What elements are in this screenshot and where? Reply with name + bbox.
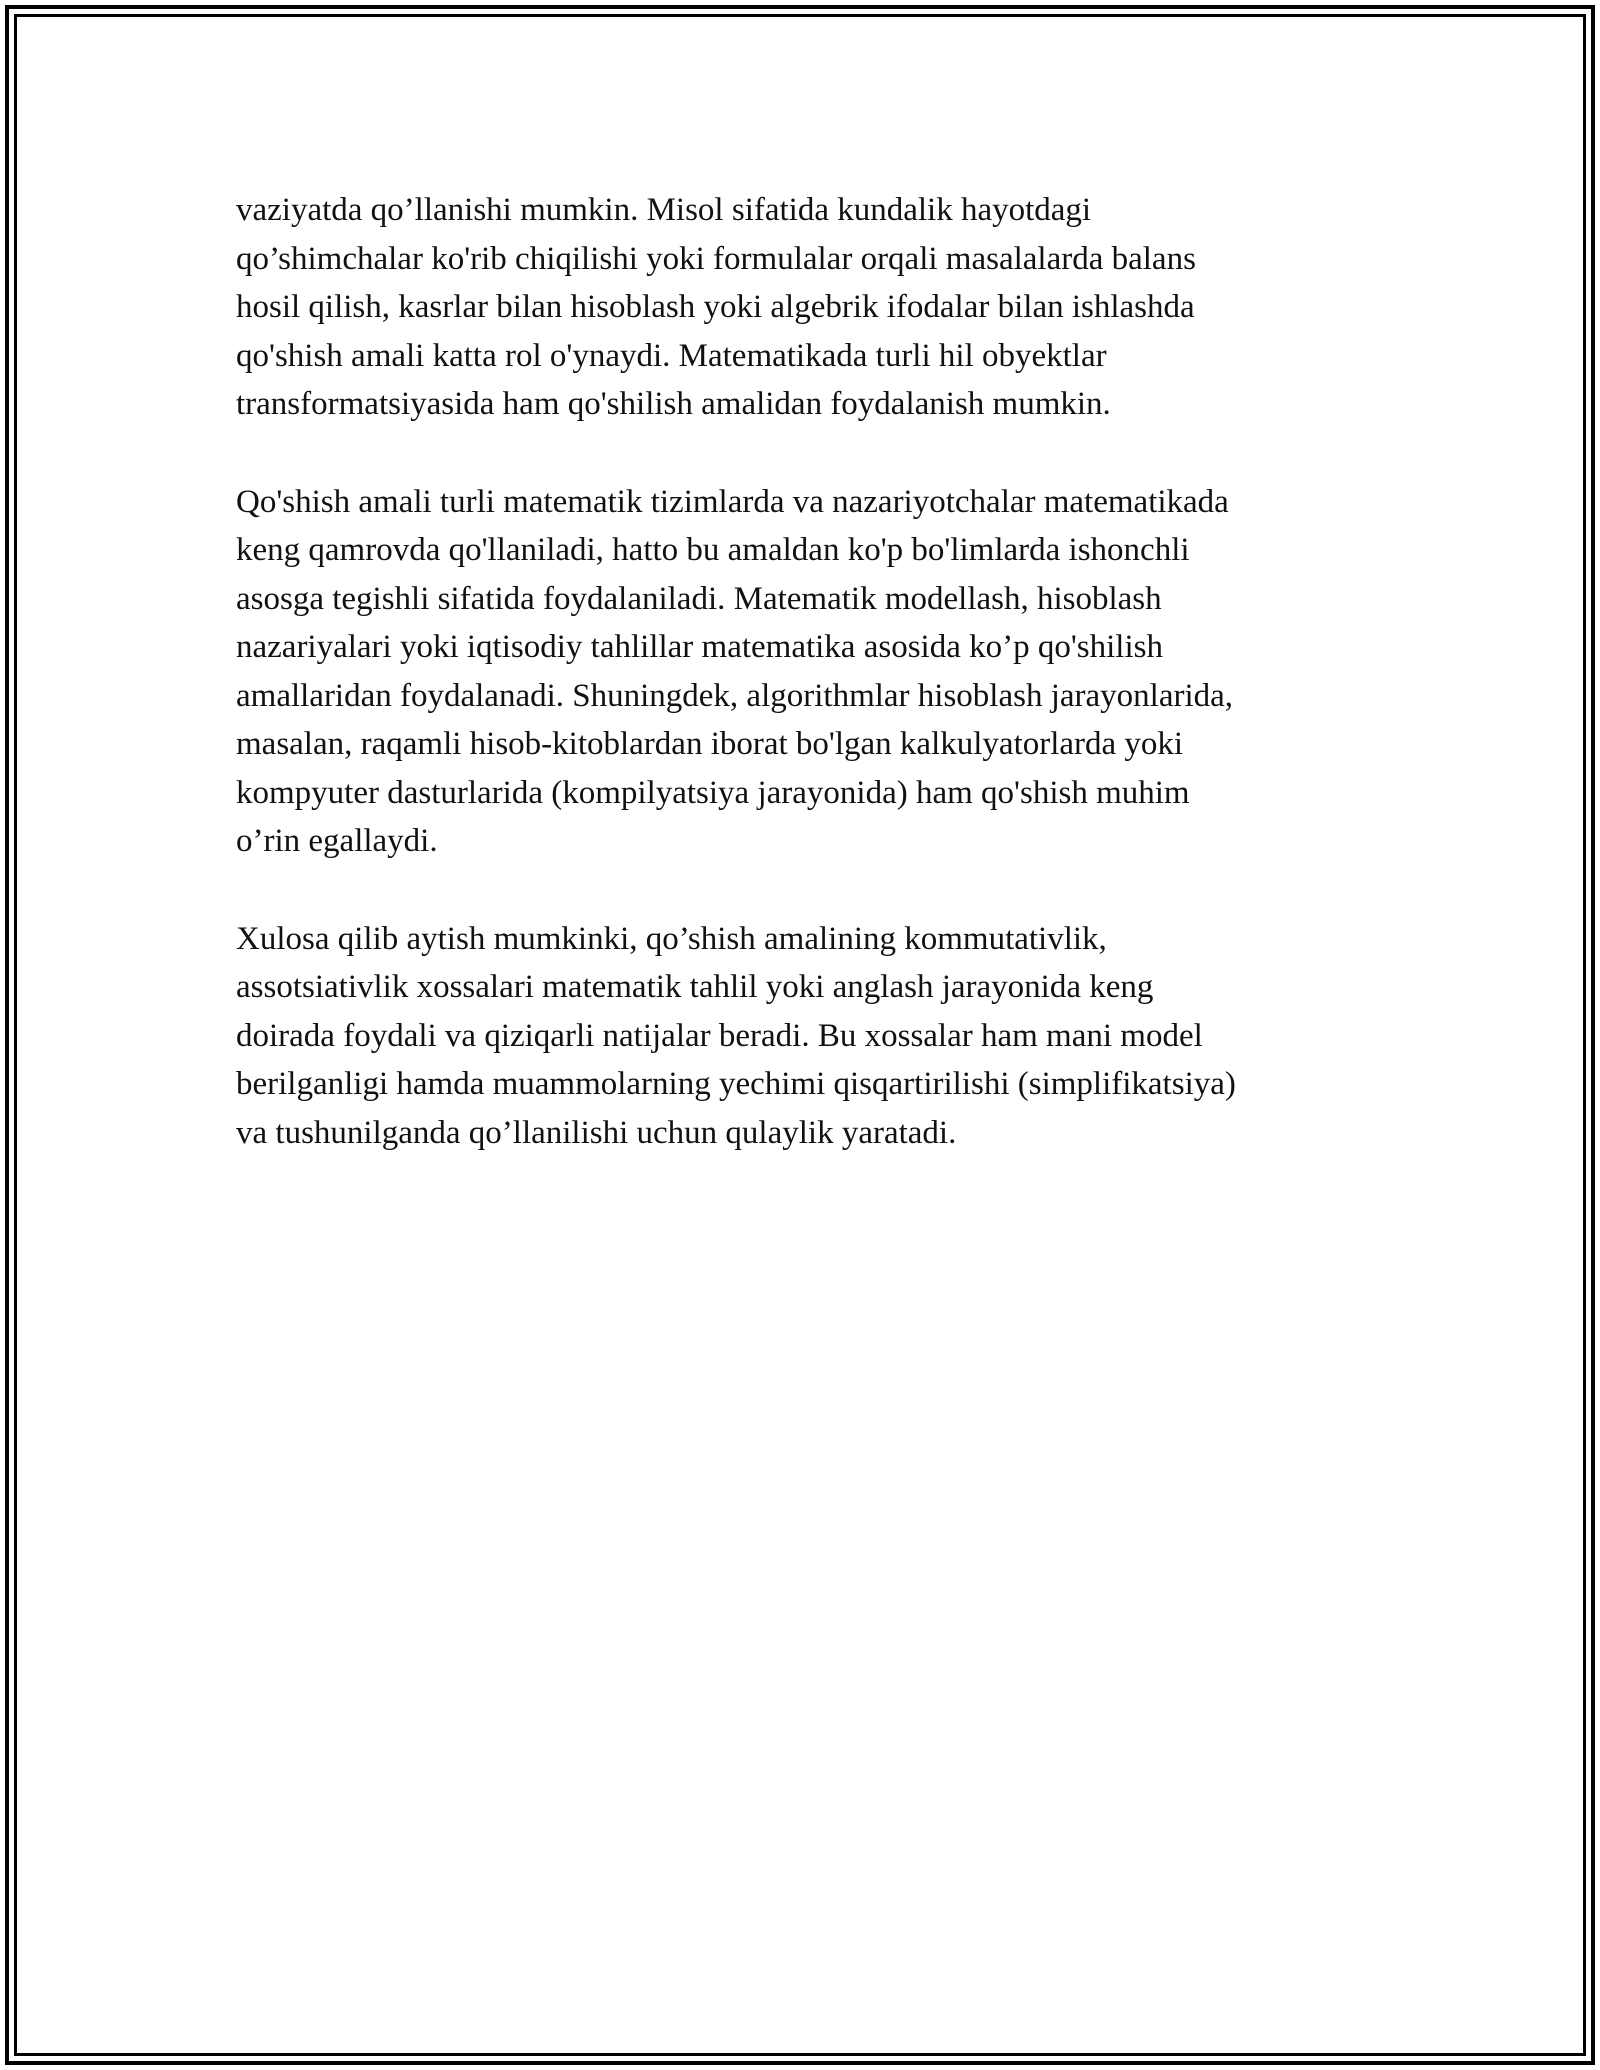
document-body <box>236 186 1366 1206</box>
paragraph-2 <box>236 478 1366 866</box>
text-line: amallaridan foydalanadi. Shuningdek, algorithmlar hisoblash jarayonlarida, <box>236 677 1234 714</box>
text-line: nazariyalari yoki iqtisodiy tahlillar matematika asosida ko’p qo'shilish <box>236 629 1163 665</box>
text-line: vaziyatda qo’llanishi mumkin. Misol sifatida kundalik hayotdagi <box>236 192 1092 228</box>
paragraph-1 <box>236 186 1366 429</box>
text-line: hosil qilish, kasrlar bilan hisoblash yoki algebrik ifodalar bilan ishlashda <box>236 289 1195 325</box>
text-line: qo'shish amali katta rol o'ynaydi. Matematikada turli hil obyektlar <box>236 337 1107 374</box>
text-line: assotsiativlik xossalari matematik tahlil yoki anglash jarayonida keng <box>236 969 1154 1005</box>
text-line: Xulosa qilib aytish mumkinki, qo’shish amalining kommutativlik, <box>236 920 1107 957</box>
text-line: berilganligi hamda muammolarning yechimi qisqartirilishi (simplifikatsiya) <box>236 1066 1236 1102</box>
text-line: qo’shimchalar ko'rib chiqilishi yoki formulalar orqali masalalarda balans <box>236 240 1196 277</box>
text-line: o’rin egallaydi. <box>236 823 438 859</box>
text-line: keng qamrovda qo'llaniladi, hatto bu amaldan ko'p bo'limlarda ishonchli <box>236 532 1190 568</box>
text-line: va tushunilganda qo’llanilishi uchun qulaylik yaratadi. <box>236 1114 957 1151</box>
text-line: transformatsiyasida ham qo'shilish amalidan foydalanish mumkin. <box>236 386 1111 422</box>
text-line: masalan, raqamli hisob-kitoblardan iborat bo'lgan kalkulyatorlarda yoki <box>236 726 1184 762</box>
text-line: kompyuter dasturlarida (kompilyatsiya jarayonida) ham qo'shish muhim <box>236 774 1190 811</box>
text-line: doirada foydali va qiziqarli natijalar beradi. Bu xossalar ham mani model <box>236 1017 1203 1054</box>
paragraph-3 <box>236 915 1366 1158</box>
text-line: Qo'shish amali turli matematik tizimlarda va nazariyotchalar matematikada <box>236 483 1229 520</box>
text-line: asosga tegishli sifatida foydalaniladi. Matematik modellash, hisoblash <box>236 580 1162 617</box>
